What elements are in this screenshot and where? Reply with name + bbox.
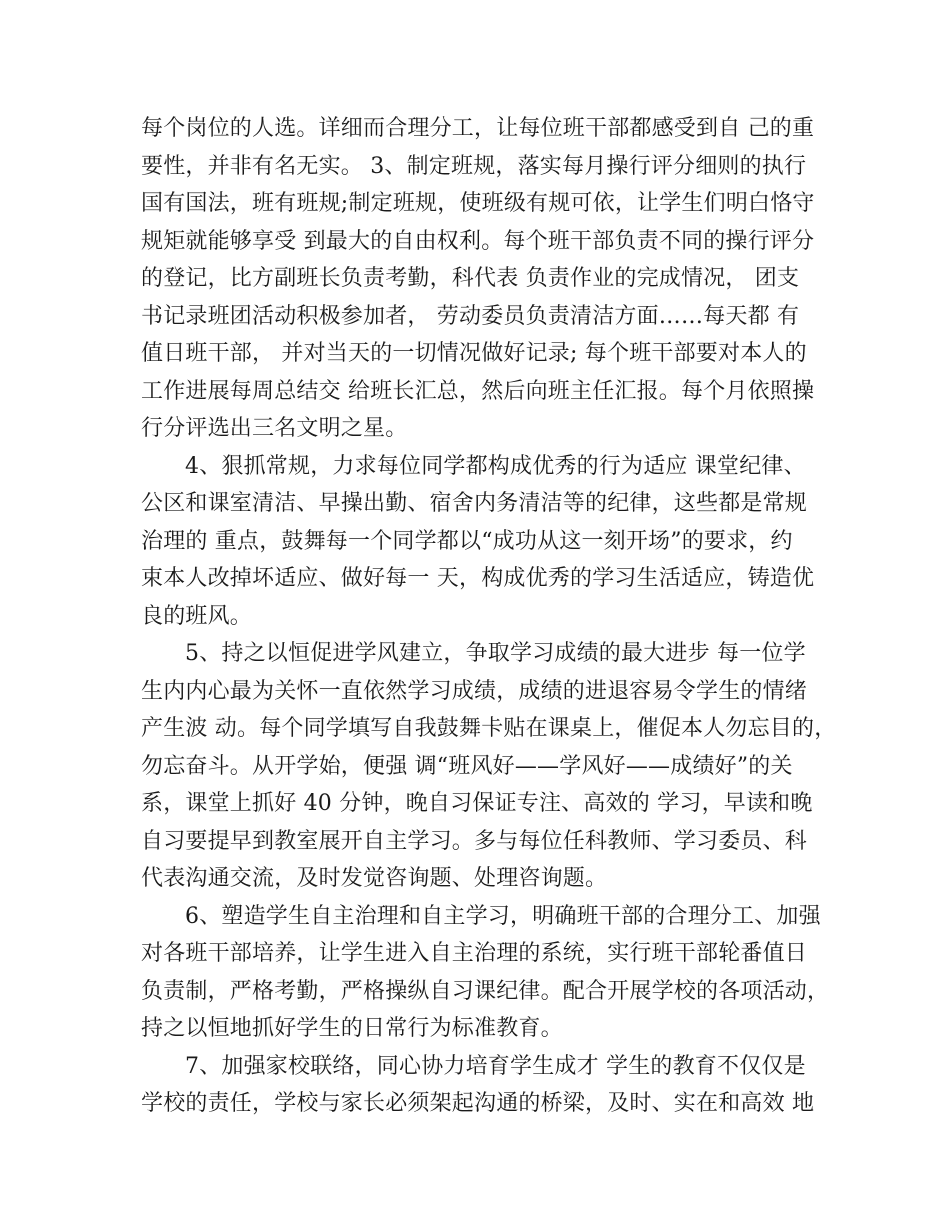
text-line: 系，课堂上抓好 40 分钟，晚自习保证专注、高效的 学习，早读和晚 bbox=[141, 791, 813, 816]
text-line: 产生波 动。每个同学填写自我鼓舞卡贴在课桌上，催促本人勿忘目的， bbox=[141, 716, 837, 741]
text-line: 代表沟通交流，及时发觉咨询题、处理咨询题。 bbox=[141, 866, 608, 891]
text-line: 的登记，比方副班长负责考勤，科代表 负责作业的完成情况， 团支 bbox=[141, 266, 800, 291]
document-body-text bbox=[141, 110, 837, 1123]
text-line: 国有国法，班有班规;制定班规，使班级有规可依，让学生们明白恪守 bbox=[141, 191, 815, 216]
text-line: 行分评选出三名文明之星。 bbox=[141, 416, 408, 441]
text-line: 负责制，严格考勤，严格操纵自习课纪律。配合开展学校的各项活动， bbox=[141, 978, 830, 1004]
text-line: 持之以恒地抓好学生的日常行为标准教育。 bbox=[141, 1016, 563, 1041]
text-line: 公区和课室清洁、早操出勤、宿舍内务清洁等的纪律，这些都是常规 bbox=[141, 491, 808, 516]
text-line: 值日班干部， 并对当天的一切情况做好记录; 每个班干部要对本人的 bbox=[141, 341, 807, 366]
text-line: 6、塑造学生自主治理和自主学习，明确班干部的合理分工、加强 bbox=[185, 903, 821, 929]
text-line: 4、狠抓常规，力求每位同学都构成优秀的行为适应 课堂纪律、 bbox=[185, 453, 806, 479]
text-line: 自习要提早到教室展开自主学习。多与每位任科教师、学习委员、科 bbox=[141, 828, 808, 854]
text-line: 每个岗位的人选。详细而合理分工，让每位班干部都感受到自 己的重 bbox=[141, 116, 815, 141]
text-line: 对各班干部培养，让学生进入自主治理的系统，实行班干部轮番值日 bbox=[141, 941, 808, 966]
text-line: 束本人改掉坏适应、做好每一 天，构成优秀的学习生活适应，铸造优 bbox=[141, 566, 815, 591]
text-line: 要性，并非有名无实。 3、制定班规，落实每月操行评分细则的执行 bbox=[141, 153, 807, 179]
text-line: 5、持之以恒促进学风建立，争取学习成绩的最大进步 每一位学 bbox=[185, 641, 806, 666]
text-line: 规矩就能够享受 到最大的自由权利。每个班干部负责不同的操行评分 bbox=[141, 228, 815, 254]
text-line: 书记录班团活动积极参加者， 劳动委员负责清洁方面……每天都 有 bbox=[141, 303, 800, 329]
text-line: 工作进展每周总结交 给班长汇总，然后向班主任汇报。每个月依照操 bbox=[141, 378, 815, 404]
text-line: 7、加强家校联络，同心协力培育学生成才 学生的教育不仅仅是 bbox=[185, 1053, 806, 1079]
text-line: 勿忘奋斗。从开学始，便强 调“班风好——学风好——成绩好”的关 bbox=[141, 753, 793, 779]
text-line: 生内内心最为关怀一直依然学习成绩，成绩的进退容易令学生的情绪 bbox=[141, 678, 808, 704]
text-line: 良的班风。 bbox=[141, 603, 253, 629]
text-line: 治理的 重点，鼓舞每一个同学都以“成功从这一刻开场”的要求，约 bbox=[141, 528, 793, 554]
text-line: 学校的责任，学校与家长必须架起沟通的桥梁，及时、实在和高效 地 bbox=[141, 1091, 815, 1116]
